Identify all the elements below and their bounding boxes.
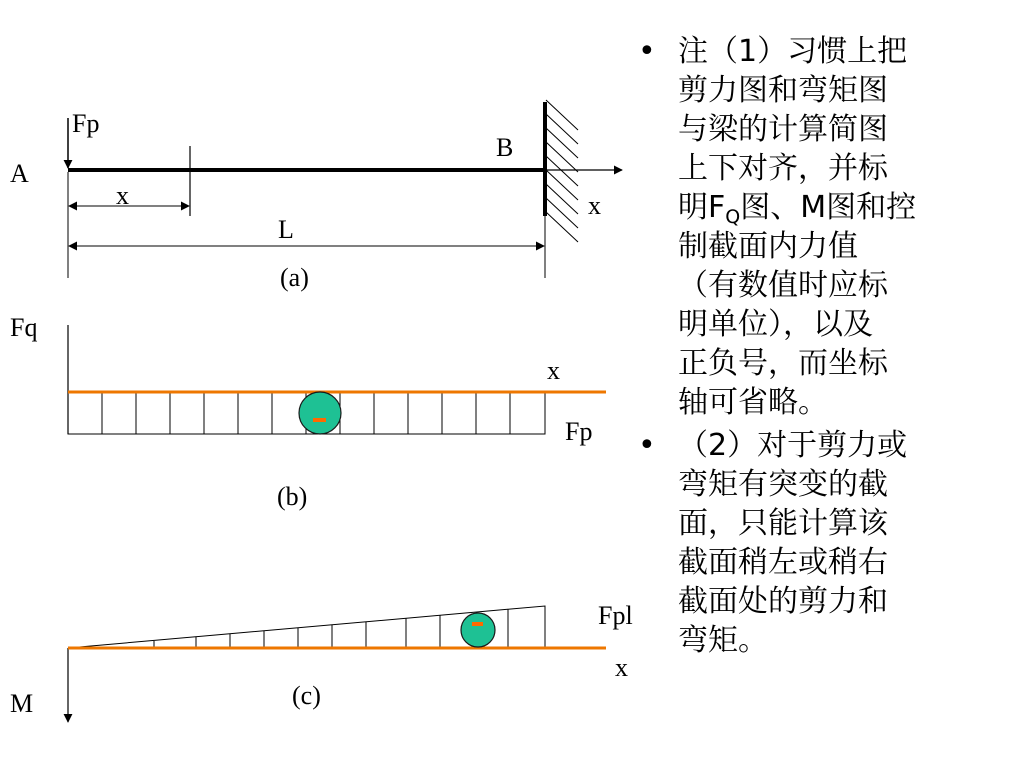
moment-diagram-c	[10, 601, 633, 722]
shear-diagram-b	[10, 313, 606, 511]
label-a-point: A	[10, 159, 29, 188]
label-L: L	[278, 215, 294, 244]
note-1-line-5-pre: 明F	[678, 190, 726, 225]
label-x-axis-c: x	[615, 653, 628, 682]
note-1-line-5-sub: Q	[725, 206, 741, 228]
caption-b: (b)	[277, 482, 308, 511]
label-fpl-value: Fpl	[598, 601, 633, 630]
bullet-icon: •	[638, 428, 656, 463]
note-1-line-8: 明单位），以及	[678, 307, 873, 342]
note-item-1	[628, 32, 1018, 422]
negative-sign-marker-c	[461, 613, 495, 647]
bullet-icon: •	[638, 34, 656, 69]
note-1-line-4: 上下对齐，并标	[678, 151, 888, 186]
caption-a: (a)	[280, 263, 309, 292]
label-fp: Fp	[72, 109, 100, 138]
note-2-line-1: （2）对于剪力或	[678, 428, 908, 463]
label-b-point: B	[496, 133, 514, 162]
note-1-line-6: 制截面内力值	[678, 229, 858, 264]
label-x-dimension: x	[116, 181, 129, 210]
note-item-2	[628, 426, 1018, 660]
note-2-line-6: 弯矩。	[678, 623, 768, 658]
note-2-line-4: 截面稍左或稍右	[678, 545, 888, 580]
fixed-support-hatching	[546, 100, 578, 242]
note-1-line-10: 轴可省略。	[678, 385, 828, 420]
note-1-line-3: 与梁的计算简图	[678, 112, 888, 147]
note-1-line-5	[678, 188, 1018, 227]
note-1-line-1: 注（1）习惯上把	[678, 34, 908, 69]
label-m: M	[10, 689, 34, 718]
label-x-axis-b: x	[547, 356, 560, 385]
label-fp-value: Fp	[565, 417, 593, 446]
note-1-line-2: 剪力图和弯矩图	[678, 73, 888, 108]
caption-c: (c)	[292, 681, 321, 710]
note-2-line-5: 截面处的剪力和	[678, 584, 888, 619]
note-1-line-7: （有数值时应标	[678, 268, 888, 303]
label-x-axis-a: x	[588, 191, 601, 220]
negative-sign-dash-c	[472, 622, 483, 626]
note-1-line-9: 正负号，而坐标	[678, 346, 888, 381]
note-2-line-3: 面，只能计算该	[678, 506, 888, 541]
moment-hatching	[154, 609, 508, 648]
beam-figure-a	[10, 100, 622, 292]
negative-sign-dash-b	[313, 418, 326, 422]
notes-list	[628, 32, 1018, 664]
note-2-line-2: 弯矩有突变的截	[678, 467, 888, 502]
note-1-line-5-post: 图、M图和控	[740, 190, 917, 225]
negative-sign-marker-b	[299, 392, 341, 434]
label-fq: Fq	[10, 313, 38, 342]
